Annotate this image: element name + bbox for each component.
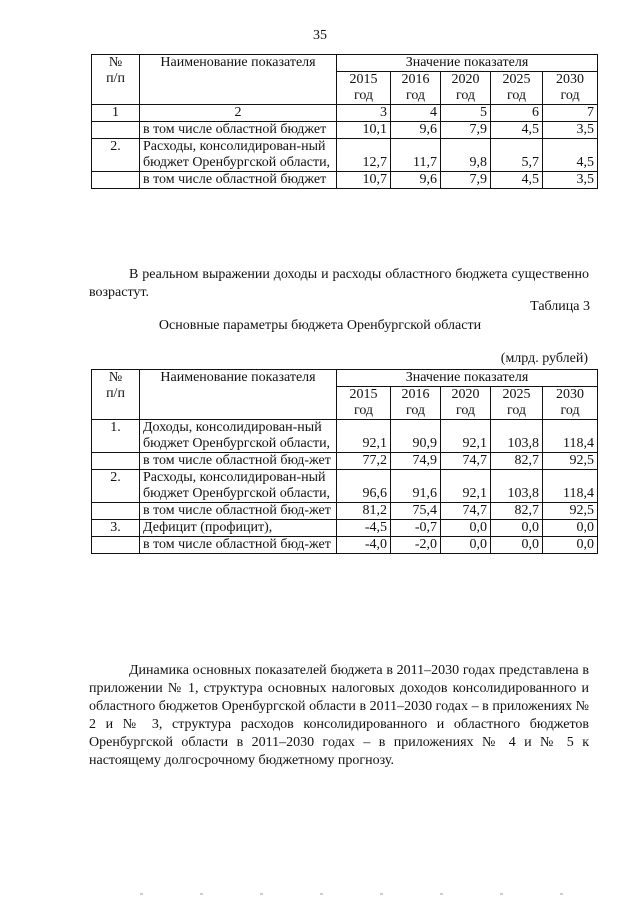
row-number [92,537,140,554]
col-header-number: № п/п [92,370,140,420]
column-index: 1 [92,105,140,122]
value-cell: 11,7 [391,139,441,172]
year-header: 2030 год [543,72,598,105]
value-cell: 3,5 [543,122,598,139]
column-index: 6 [491,105,543,122]
value-cell: 77,2 [337,453,391,470]
value-cell: 4,5 [491,122,543,139]
row-indicator-name: в том числе областной бюджет [140,122,337,139]
year-header: 2016 год [391,72,441,105]
table-row [92,420,598,453]
col-header-values: Значение показателя [337,370,598,387]
value-cell: -4,5 [337,520,391,537]
value-cell: 92,1 [441,470,491,503]
table-label: Таблица 3 [530,299,590,314]
value-cell: 74,7 [441,503,491,520]
row-indicator-name: в том числе областной бюд-жет [140,537,337,554]
column-index: 4 [391,105,441,122]
page-number: 35 [313,28,327,43]
value-cell: 103,8 [491,470,543,503]
table-row [92,139,598,172]
year-header: 2016 год [391,387,441,420]
value-cell: 9,6 [391,122,441,139]
row-indicator-name: Расходы, консолидирован-ный бюджет Оренбургской области, [140,139,337,172]
row-number [92,453,140,470]
value-cell: 9,6 [391,172,441,189]
table-row [92,172,598,189]
row-number: 2. [92,139,140,172]
header-row [92,370,598,387]
value-cell: -2,0 [391,537,441,554]
value-cell: 96,6 [337,470,391,503]
col-header-number: № п/п [92,55,140,105]
year-header: 2030 год [543,387,598,420]
budget-table-continued [91,54,598,189]
value-cell: 4,5 [491,172,543,189]
value-cell: 74,9 [391,453,441,470]
value-cell: 7,9 [441,122,491,139]
value-cell: 0,0 [441,537,491,554]
value-cell: 92,5 [543,453,598,470]
value-cell: 90,9 [391,420,441,453]
year-header: 2025 год [491,387,543,420]
value-cell: 82,7 [491,453,543,470]
year-header: 2015 год [337,72,391,105]
column-index: 5 [441,105,491,122]
table-row [92,453,598,470]
value-cell: 0,0 [543,537,598,554]
row-indicator-name: Дефицит (профицит), [140,520,337,537]
row-number: 1. [92,420,140,453]
budget-parameters-table [91,369,598,554]
column-index: 7 [543,105,598,122]
value-cell: 91,6 [391,470,441,503]
column-index: 3 [337,105,391,122]
paragraph-dynamics: Динамика основных показателей бюджета в 2011–2030 годах представлена в приложении № 1, структура основных налоговых доходов консолидированного и областного бюджетов Оренбургской области в 2011–2030 годах – в приложениях № 2 и № 3, структура расходов консолидированного и областного бюджетов Оренбургской области в 2011–2030 годах – в приложениях № 4 и № 5 к настоящему долгосрочному бюджетному прогнозу. [89,663,589,768]
year-header: 2015 год [337,387,391,420]
value-cell: 92,1 [337,420,391,453]
value-cell: 3,5 [543,172,598,189]
row-number [92,503,140,520]
value-cell: 103,8 [491,420,543,453]
col-header-name: Наименование показателя [140,370,337,420]
value-cell: 0,0 [441,520,491,537]
paragraph-real-terms: В реальном выражении доходы и расходы областного бюджета существенно возрастут. [89,267,589,300]
row-number [92,122,140,139]
col-header-values: Значение показателя [337,55,598,72]
row-indicator-name: в том числе областной бюд-жет [140,503,337,520]
value-cell: 75,4 [391,503,441,520]
value-cell: 82,7 [491,503,543,520]
table-row [92,503,598,520]
column-index-row [92,105,598,122]
scan-artifact [140,893,620,895]
value-cell: 10,1 [337,122,391,139]
value-cell: 74,7 [441,453,491,470]
value-cell: 12,7 [337,139,391,172]
col-header-name: Наименование показателя [140,55,337,105]
value-cell: 92,1 [441,420,491,453]
year-header: 2020 год [441,72,491,105]
units-label: (млрд. рублей) [500,351,588,366]
value-cell: 92,5 [543,503,598,520]
table-caption: Основные параметры бюджета Оренбургской области [158,318,482,333]
table-row [92,520,598,537]
column-index: 2 [140,105,337,122]
row-indicator-name: в том числе областной бюджет [140,172,337,189]
header-row [92,55,598,72]
year-header: 2020 год [441,387,491,420]
value-cell: 10,7 [337,172,391,189]
table-row [92,537,598,554]
value-cell: 0,0 [543,520,598,537]
value-cell: 118,4 [543,420,598,453]
value-cell: 0,0 [491,537,543,554]
value-cell: 9,8 [441,139,491,172]
value-cell: -0,7 [391,520,441,537]
value-cell: -4,0 [337,537,391,554]
row-number: 3. [92,520,140,537]
year-header: 2025 год [491,72,543,105]
row-indicator-name: в том числе областной бюд-жет [140,453,337,470]
row-number [92,172,140,189]
value-cell: 7,9 [441,172,491,189]
value-cell: 81,2 [337,503,391,520]
value-cell: 4,5 [543,139,598,172]
row-indicator-name: Доходы, консолидирован-ный бюджет Оренбургской области, [140,420,337,453]
table-row [92,470,598,503]
row-number: 2. [92,470,140,503]
value-cell: 118,4 [543,470,598,503]
value-cell: 0,0 [491,520,543,537]
row-indicator-name: Расходы, консолидирован-ный бюджет Оренбургской области, [140,470,337,503]
value-cell: 5,7 [491,139,543,172]
table-row [92,122,598,139]
